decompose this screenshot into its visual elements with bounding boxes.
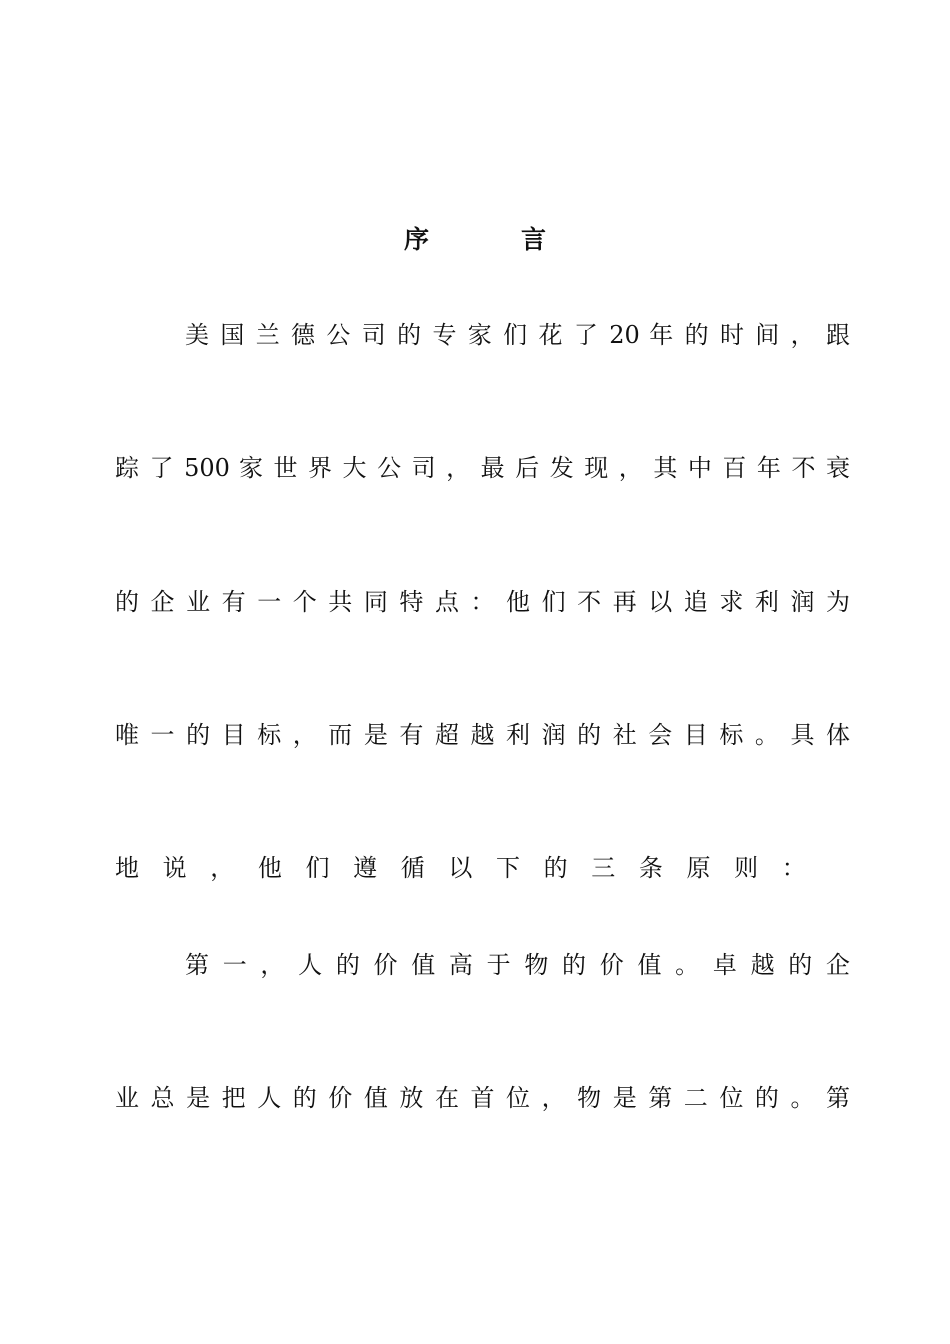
title-char-right: 言 [521,225,547,254]
title-char-left: 序 [403,225,429,254]
page-title [0,222,950,258]
text-line: 踪 了 500 家 世 界 大 公 司 ， 最 后 发 现 ， 其 中 百 年 不 衰 [115,454,850,482]
text-line: 的 企 业 有 一 个 共 同 特 点 ： 他 们 不 再 以 追 求 利 润 为 [115,588,850,616]
text-line: 美 国 兰 德 公 司 的 专 家 们 花 了 20 年 的 时 间 ， 跟 [185,321,850,349]
text-line: 业 总 是 把 人 的 价 值 放 在 首 位 ， 物 是 第 二 位 的 。 第 [115,1084,850,1112]
text-line: 唯 一 的 目 标 ， 而 是 有 超 越 利 润 的 社 会 目 标 。 具 体 [115,721,850,749]
text-line: 地 说 ， 他 们 遵 循 以 下 的 三 条 原 则 ： [115,854,814,882]
text-line: 第 一 ， 人 的 价 值 高 于 物 的 价 值 。 卓 越 的 企 [185,951,850,979]
